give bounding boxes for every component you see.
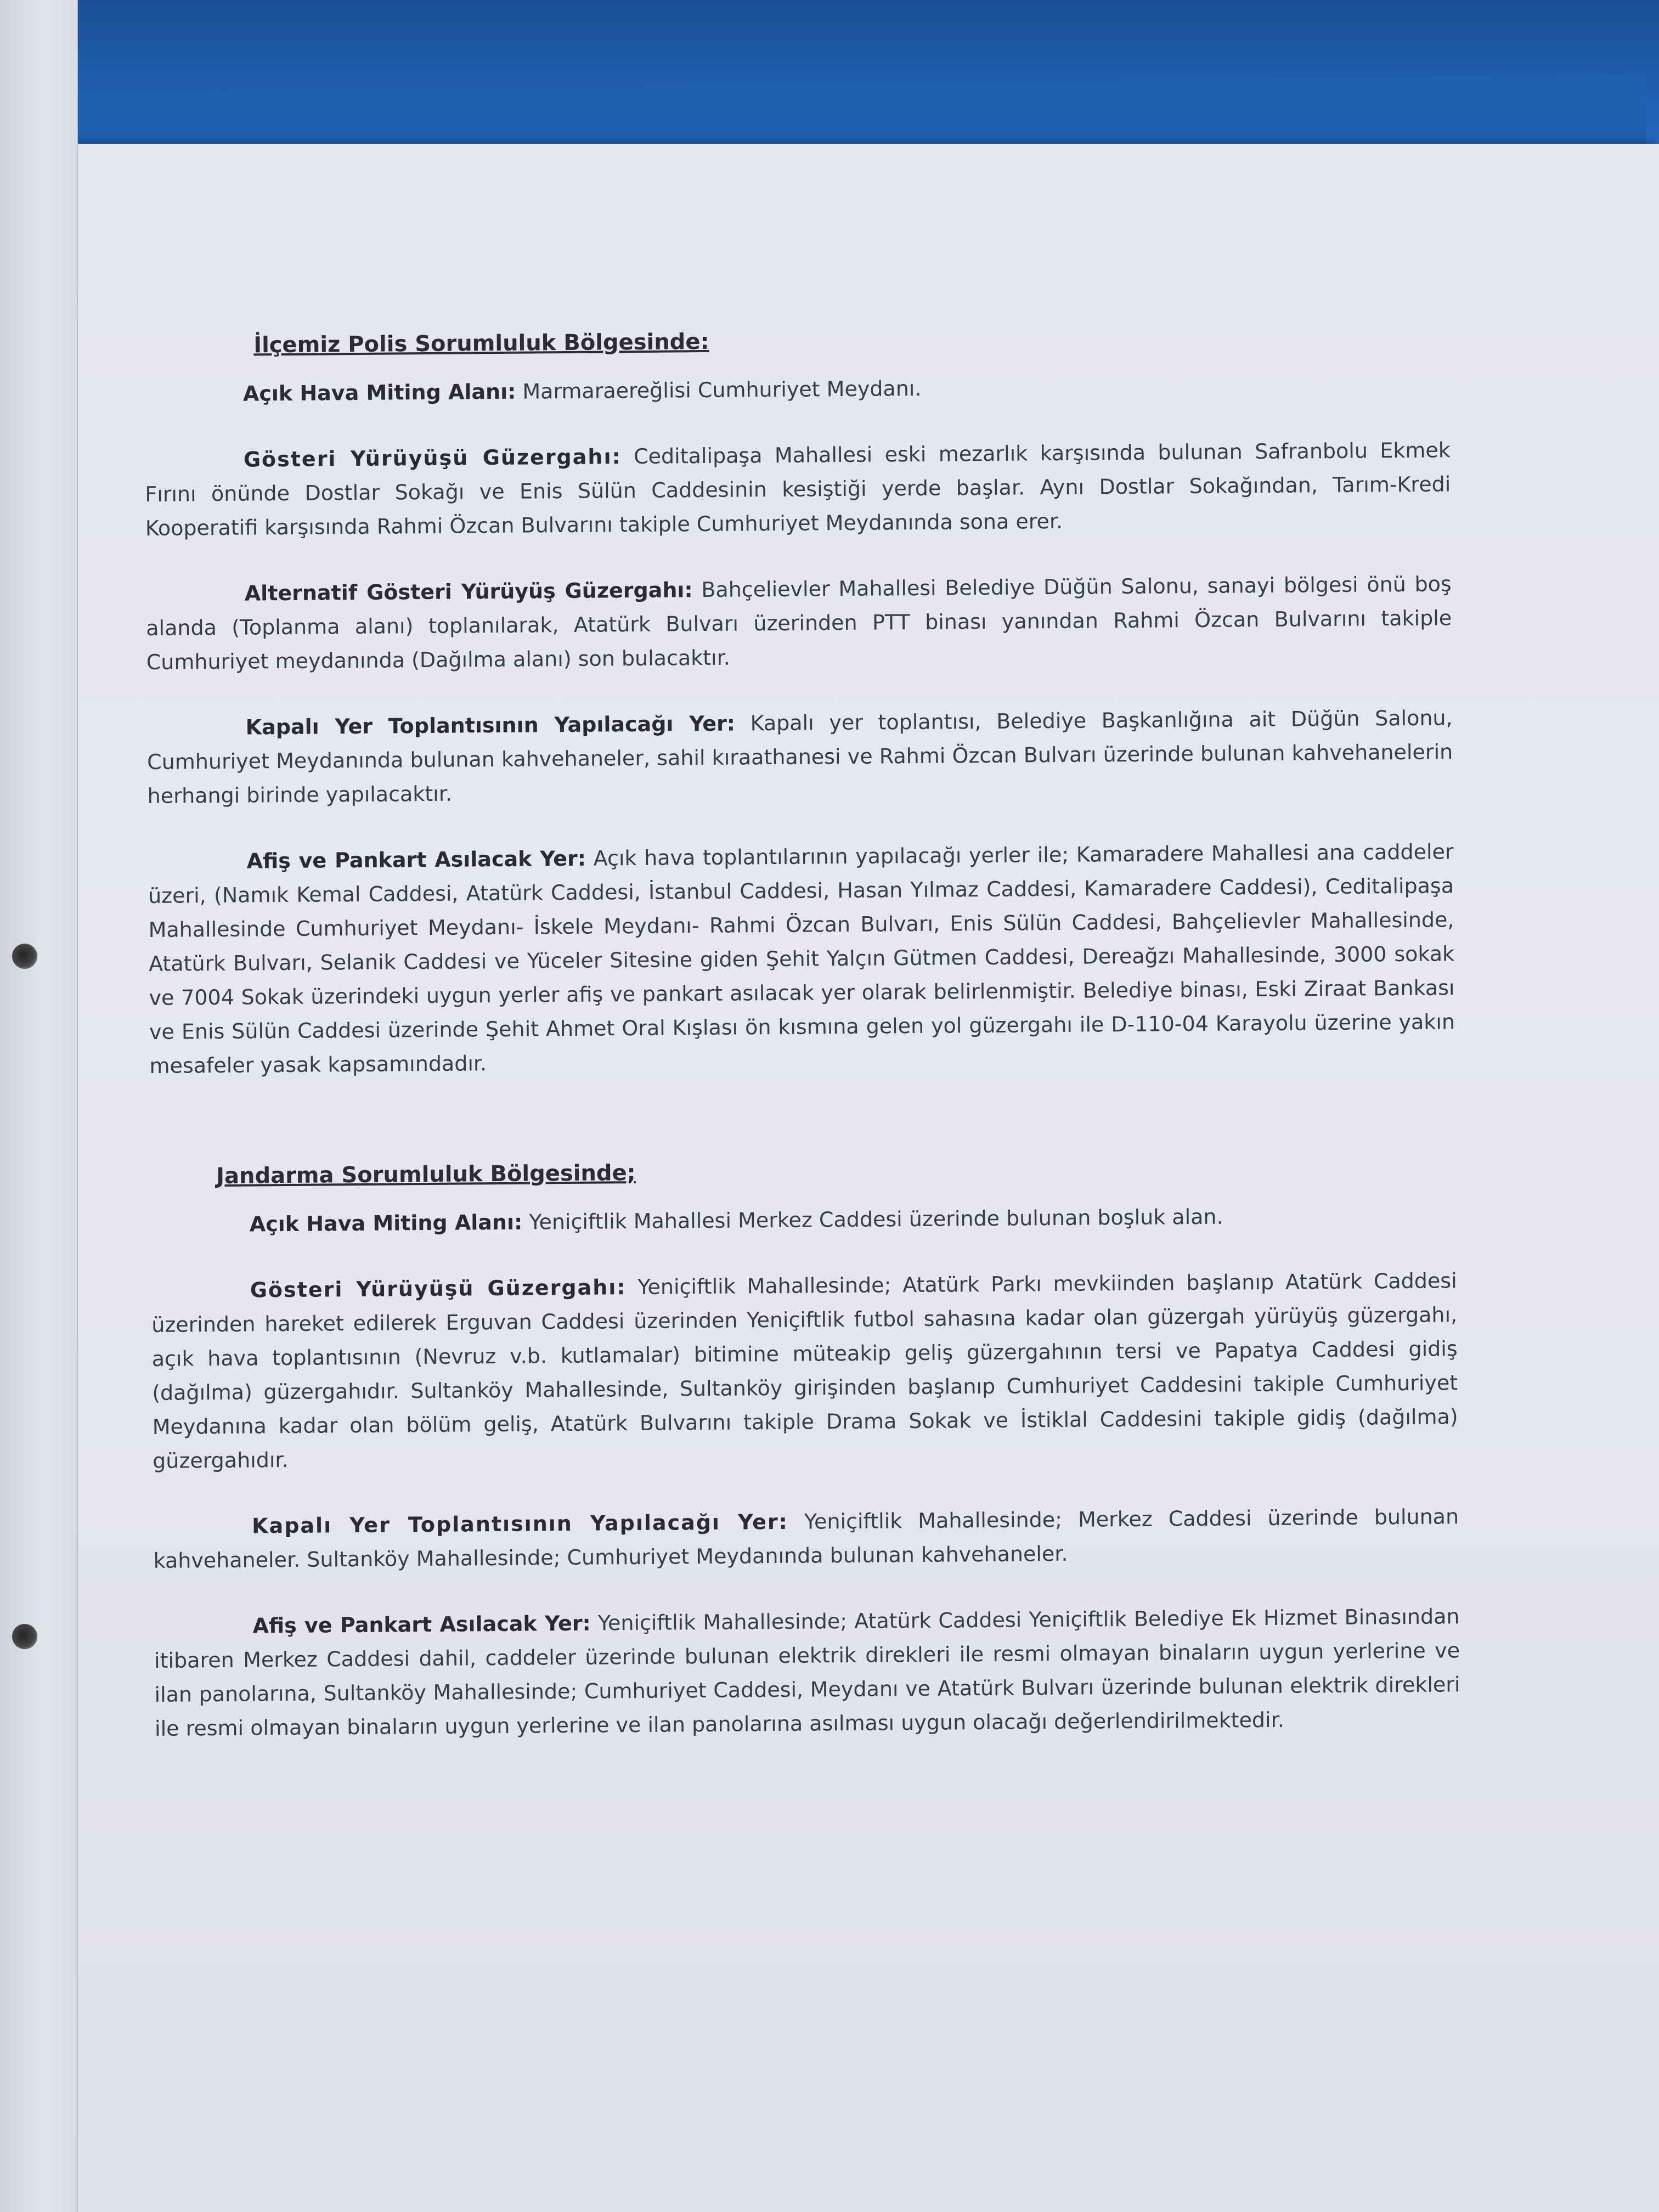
punch-hole bbox=[12, 1624, 37, 1649]
paragraph bbox=[148, 834, 1455, 1083]
document-page bbox=[144, 319, 1461, 1778]
paragraph-text: Yeniçiftlik Mahallesinde; Atatürk Parkı mevkiinden başlanıp Atatürk Caddesi üzerinden hareket edilerek Erguvan Caddesi üzerinden Yeniçiftlik futbol sahasına kadar olan güzergah yürüyüş güzergahı, açık hava toplantısının (Nevruz v.b. kutlamalar) bitimine müteakip geliş güzergahının tersi ve Papatya Caddesi gidiş (dağılma) güzergahıdır. Sultanköy Mahallesinde, Sultanköy girişinden başlanıp Cumhuriyet Caddesini takiple Cumhuriyet Meydanına kadar olan bölüm geliş, Atatürk Bulvarını takiple Drama Sokak ve İstiklal Caddesini takiple gidiş (dağılma) güzergahıdır. bbox=[151, 1268, 1458, 1473]
paragraph-label: Gösteri Yürüyüşü Güzergahı: bbox=[243, 444, 622, 472]
paragraph-label: Kapalı Yer Toplantısının Yapılacağı Yer: bbox=[245, 711, 736, 740]
paragraph-label: Afiş ve Pankart Asılacak Yer: bbox=[252, 1611, 591, 1638]
left-page-edge bbox=[0, 0, 78, 2212]
paragraph-text: Ceditalipaşa Mahallesi eski mezarlık karşısında bulunan Safranbolu Ekmek Fırını önünde Dostlar Sokağı ve Enis Sülün Caddesinin kesiştiği yerde başlar. Aynı Dostlar Sokağından, Tarım-Kredi Kooperatifi karşısında Rahmi Özcan Bulvarını takiple Cumhuriyet Meydanında sona erer. bbox=[145, 438, 1451, 540]
paragraph bbox=[151, 1198, 1457, 1242]
paragraph-label: Alternatif Gösteri Yürüyüş Güzergahı: bbox=[244, 578, 693, 606]
paragraph-label: Kapalı Yer Toplantısının Yapılacağı Yer: bbox=[251, 1509, 789, 1538]
paragraph-text: Marmaraereğlisi Cumhuriyet Meydanı. bbox=[516, 376, 922, 404]
paragraph-label: Gösteri Yürüyüşü Güzergahı: bbox=[250, 1275, 627, 1302]
paragraph-label: Açık Hava Miting Alanı: bbox=[242, 379, 516, 406]
section-heading-gendarmerie: Jandarma Sorumluluk Bölgesinde; bbox=[216, 1160, 636, 1189]
paragraph-text: Yeniçiftlik Mahallesinde; Merkez Caddesi üzerinde bulunan kahvehaneler. Sultanköy Mahallesinde; Cumhuriyet Meydanında bulunan kahvehaneler. bbox=[153, 1504, 1459, 1573]
paragraph-text: Kapalı yer toplantısı, Belediye Başkanlığına ait Düğün Salonu, Cumhuriyet Meydanında bulunan kahvehaneler, sahil kıraathanesi ve Rahmi Özcan Bulvarı üzerinde bulunan kahvehanelerin herhangi birinde yapılacaktır. bbox=[147, 706, 1453, 808]
paragraph-text: Açık hava toplantılarının yapılacağı yerler ile; Kamaradere Mahallesi ana caddeler üzeri, (Namık Kemal Caddesi, Atatürk Caddesi, İstanbul Caddesi, Hasan Yılmaz Caddesi, Kamaradere Caddesi), Ceditalipaşa Mahallesinde Cumhuriyet Meydanı- İskele Meydanı- Rahmi Özcan Bulvarı, Enis Sülün Caddesi, Bahçelievler Mahallesinde, Atatürk Bulvarı, Selanik Caddesi ve Yüceler Sitesine giden Şehit Yalçın Gütmen Caddesi, Dereağzı Mahallesinde, 3000 sokak ve 7004 Sokak üzerindeki uygun yerler afiş ve pankart asılacak yer olarak belirlenmiştir. Belediye binası, Eski Ziraat Bankası ve Enis Sülün Caddesi üzerinde Şehit Ahmet Oral Kışlası ön kısmına gelen yol güzergahı ile D-110-04 Karayolu üzerine yakın mesafeler yasak kapsamındadır. bbox=[148, 839, 1455, 1078]
paragraph-text: Yeniçiftlik Mahallesi Merkez Caddesi üzerinde bulunan boşluk alan. bbox=[522, 1204, 1223, 1234]
paragraph bbox=[144, 367, 1450, 411]
paragraph bbox=[154, 1599, 1460, 1746]
paragraph-text: Bahçelievler Mahallesi Belediye Düğün Salonu, sanayi bölgesi önü boş alanda (Toplanma alanı) toplanılarak, Atatürk Bulvarı üzerinden PTT binası yanından Rahmi Özcan Bulvarını takiple Cumhuriyet meydanında (Dağılma alanı) son bulacaktır. bbox=[146, 572, 1452, 674]
paragraph bbox=[146, 567, 1452, 679]
paragraph-label: Afiş ve Pankart Asılacak Yer: bbox=[246, 846, 586, 873]
paragraph bbox=[145, 433, 1451, 545]
paragraph bbox=[146, 701, 1453, 813]
paragraph bbox=[153, 1499, 1459, 1578]
paragraph-text: Yeniçiftlik Mahallesinde; Atatürk Caddesi Yeniçiftlik Belediye Ek Hizmet Binasından itibaren Merkez Caddesi dahil, caddeler üzerinde bulunan elektrik direkleri ile resmi olmayan binaların uygun yerlerine ve ilan panolarına, Sultanköy Mahallesinde; Cumhuriyet Caddesi, Meydanı ve Atatürk Bulvarı üzerinde bulunan elektrik direkleri ile resmi olmayan binaların uygun yerlerine ve ilan panolarına asılması uygun olacağı değerlendirilmektedir. bbox=[154, 1604, 1460, 1741]
paragraph-label: Açık Hava Miting Alanı: bbox=[249, 1210, 523, 1237]
section-heading-police: İlçemiz Polis Sorumluluk Bölgesinde: bbox=[253, 329, 709, 358]
paragraph bbox=[151, 1263, 1459, 1478]
punch-hole bbox=[12, 944, 37, 969]
